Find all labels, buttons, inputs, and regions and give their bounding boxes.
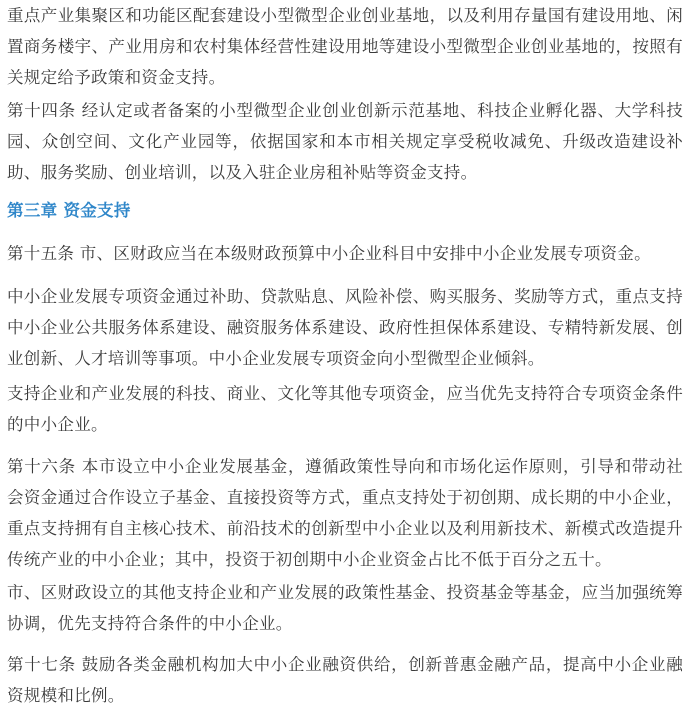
paragraph-article-15: 第十五条 市、区财政应当在本级财政预算中小企业科目中安排中小企业发展专项资金。 — [7, 244, 651, 263]
paragraph-special-fund-usage: 中小企业发展专项资金通过补助、贷款贴息、风险补偿、购买服务、奖励等方式，重点支持中小企业公共服务体系建设、融资服务体系建设、政府性担保体系建设、专精特新发展、创业创新、人才培训等事项。中小企业发展专项资金向小型微型企业倾斜。 — [7, 287, 683, 368]
paragraph-startup-base-support: 重点产业集聚区和功能区配套建设小型微型企业创业基地，以及利用存量国有建设用地、闲置商务楼宇、产业用房和农村集体经营性建设用地等建设小型微型企业创业基地的，按照有关规定给予政策和资金支持。 — [7, 6, 683, 87]
paragraph-article-17: 第十七条 鼓励各类金融机构加大中小企业融资供给，创新普惠金融产品，提高中小企业融资规模和比例。 — [7, 655, 683, 705]
paragraph-article-16: 第十六条 本市设立中小企业发展基金，遵循政策性导向和市场化运作原则，引导和带动社会资金通过合作设立子基金、直接投资等方式，重点支持处于初创期、成长期的中小企业，重点支持拥有自主核心技术、前沿技术的创新型中小企业以及利用新技术、新模式改造提升传统产业的中小企业；其中，投资于初创期中小企业资金占比不低于百分之五十。 — [7, 457, 683, 569]
chapter-heading-funding-support: 第三章 资金支持 — [7, 201, 131, 220]
paragraph-policy-funds: 市、区财政设立的其他支持企业和产业发展的政策性基金、投资基金等基金，应当加强统筹协调，优先支持符合条件的中小企业。 — [7, 583, 683, 633]
paragraph-other-special-funds: 支持企业和产业发展的科技、商业、文化等其他专项资金，应当优先支持符合专项资金条件的中小企业。 — [7, 384, 683, 434]
paragraph-article-14: 第十四条 经认定或者备案的小型微型企业创业创新示范基地、科技企业孵化器、大学科技园、众创空间、文化产业园等，依据国家和本市相关规定享受税收减免、升级改造建设补助、服务奖励、创业培训，以及入驻企业房租补贴等资金支持。 — [7, 101, 683, 182]
